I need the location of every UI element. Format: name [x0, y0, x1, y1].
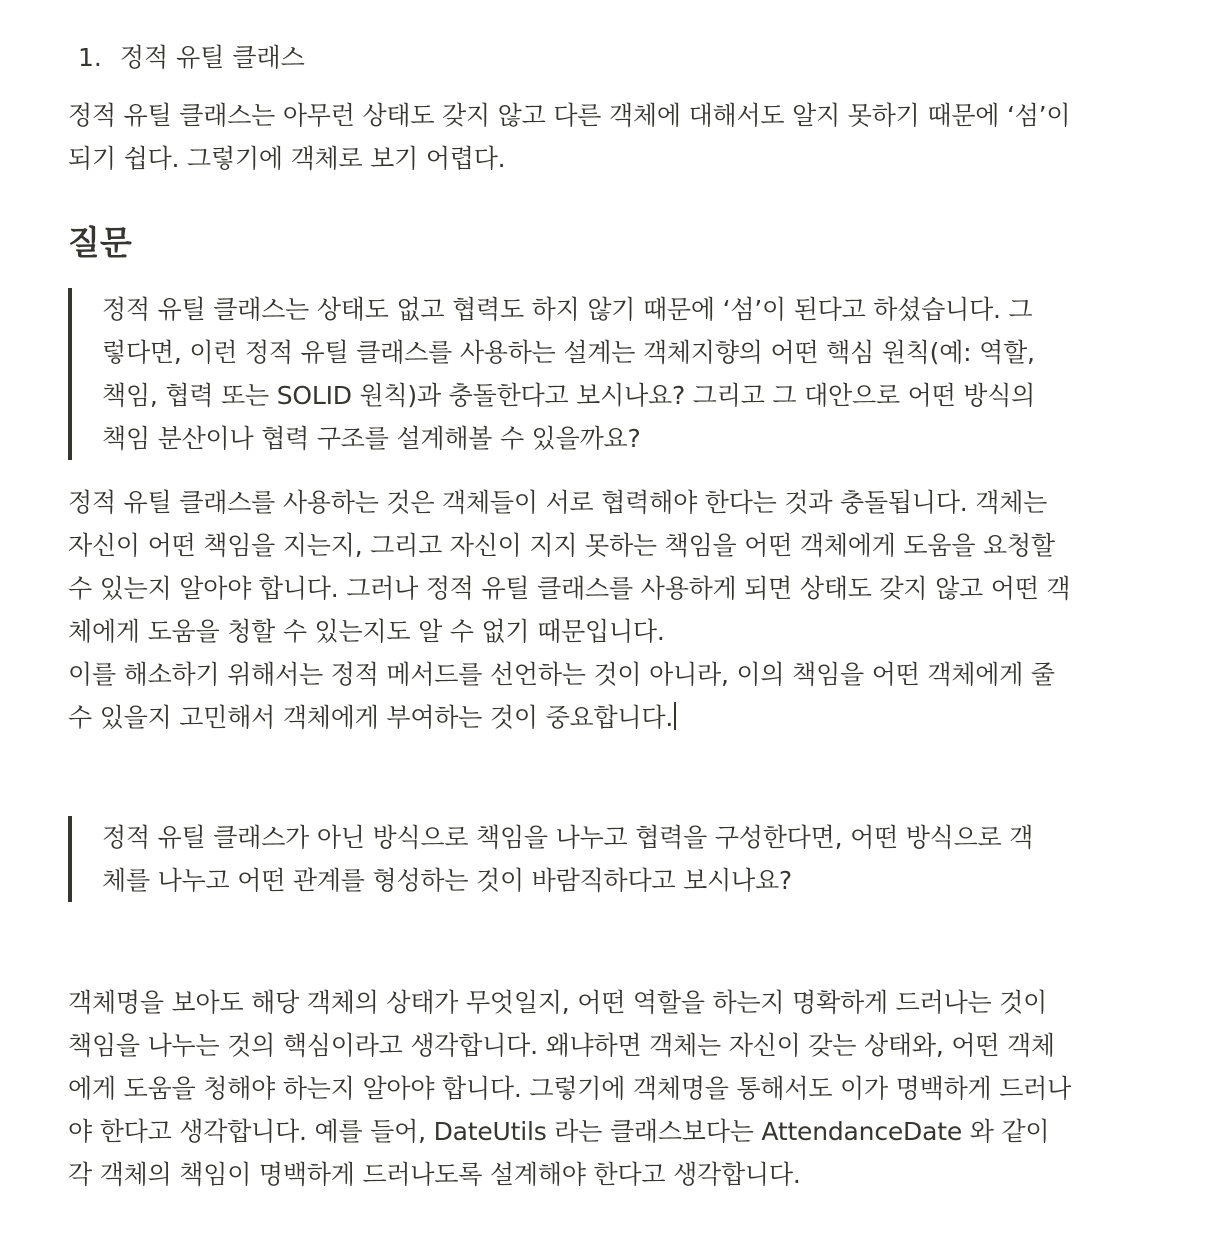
numbered-list-item[interactable]	[78, 40, 305, 76]
answer-line: 이를 해소하기 위해서는 정적 메서드를 선언하는 것이 아니라, 이의 책임을 어떤 객체에게 줄	[68, 660, 1055, 689]
intro-line: 되기 쉽다. 그렇기에 객체로 보기 어렵다.	[68, 144, 506, 173]
answer-line: 야 한다고 생각합니다. 예를 들어, DateUtils 라는 클래스보다는 AttendanceDate 와 같이	[68, 1117, 1050, 1146]
answer-line: 체에게 도움을 청할 수 있는지도 알 수 없기 때문입니다.	[68, 617, 665, 646]
quote-line: 체를 나누고 어떤 관계를 형성하는 것이 바람직하다고 보시나요?	[102, 866, 792, 895]
answer-line: 책임을 나누는 것의 핵심이라고 생각합니다. 왜냐하면 객체는 자신이 갖는 상태와, 어떤 객체	[68, 1031, 1055, 1060]
answer-paragraph-2[interactable]	[68, 981, 1128, 1196]
answer-line: 수 있는지 알아야 합니다. 그러나 정적 유틸 클래스를 사용하게 되면 상태도 갖지 않고 어떤 객	[68, 574, 1071, 603]
text-caret	[674, 702, 676, 730]
quote-line: 책임, 협력 또는 SOLID 원칙)과 충돌한다고 보시나요? 그리고 그 대안으로 어떤 방식의	[102, 381, 1036, 410]
answer-line: 객체명을 보아도 해당 객체의 상태가 무엇일지, 어떤 역할을 하는지 명확하게 드러나는 것이	[68, 988, 1048, 1017]
answer-line: 자신이 어떤 책임을 지는지, 그리고 자신이 지지 못하는 책임을 어떤 객체에게 도움을 요청할	[68, 531, 1055, 560]
answer-line: 에게 도움을 청해야 하는지 알아야 합니다. 그렇기에 객체명을 통해서도 이가 명백하게 드러나	[68, 1074, 1072, 1103]
answer-line: 각 객체의 책임이 명백하게 드러나도록 설계해야 한다고 생각합니다.	[68, 1160, 801, 1189]
answer-line: 정적 유틸 클래스를 사용하는 것은 객체들이 서로 협력해야 한다는 것과 충돌됩니다. 객체는	[68, 488, 1048, 517]
quote-line: 정적 유틸 클래스가 아닌 방식으로 책임을 나누고 협력을 구성한다면, 어떤 방식으로 객	[102, 823, 1034, 852]
intro-line: 정적 유틸 클래스는 아무런 상태도 갖지 않고 다른 객체에 대해서도 알지 못하기 때문에 ‘섬’이	[68, 101, 1071, 130]
section-heading[interactable]: 질문	[68, 223, 132, 262]
quote-line: 렇다면, 이런 정적 유틸 클래스를 사용하는 설계는 객체지향의 어떤 핵심 원칙(예: 역할,	[102, 338, 1035, 367]
quote-line: 정적 유틸 클래스는 상태도 없고 협력도 하지 않기 때문에 ‘섬’이 된다고 하셨습니다. 그	[102, 295, 1033, 324]
answer-line-with-caret	[68, 696, 1128, 739]
intro-paragraph[interactable]	[68, 94, 1128, 180]
question-quote-1[interactable]	[68, 288, 1132, 460]
answer-line: 수 있을지 고민해서 객체에게 부여하는 것이 중요합니다.	[68, 703, 674, 732]
list-number: 1.	[78, 43, 102, 72]
list-item-text: 정적 유틸 클래스	[119, 43, 305, 72]
answer-paragraph-1[interactable]	[68, 481, 1128, 739]
quote-line: 책임 분산이나 협력 구조를 설계해볼 수 있을까요?	[102, 424, 641, 453]
question-quote-2[interactable]	[68, 816, 1132, 902]
